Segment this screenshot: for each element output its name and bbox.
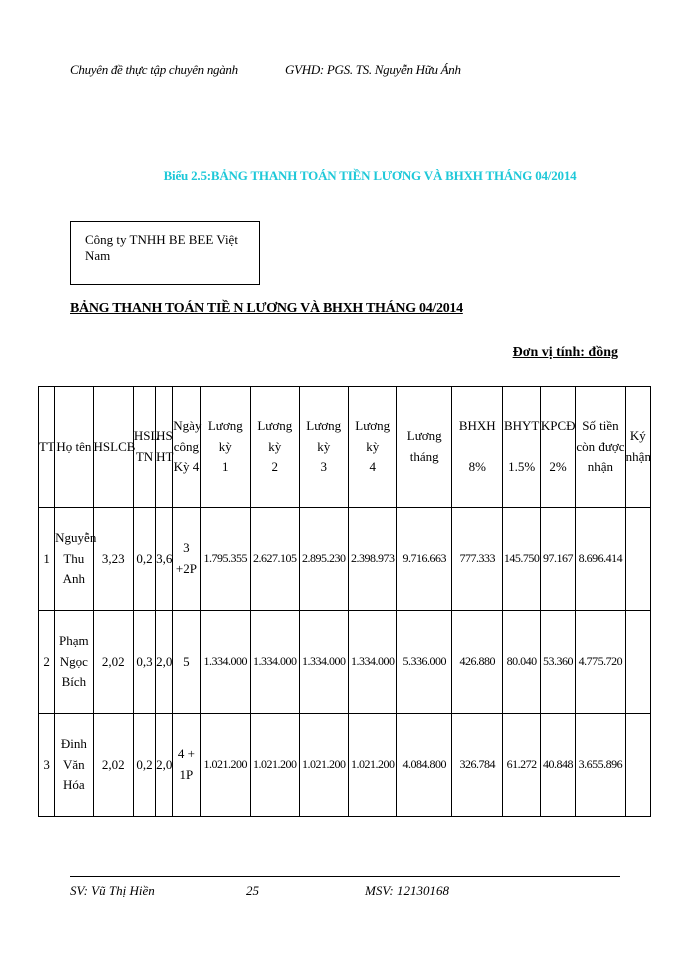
page-header xyxy=(70,62,461,78)
row-index: 1 xyxy=(39,508,55,611)
column-header: BHYT 1.5% xyxy=(503,387,540,508)
cell-net-amount: 3.655.896 xyxy=(576,714,625,817)
cell-workdays: 4 + 1P xyxy=(173,714,200,817)
employee-name: Nguyễn Thu Anh xyxy=(55,508,93,611)
cell-kpcd: 40.848 xyxy=(540,714,575,817)
header-topic: Chuyên đề thực tập chuyên ngành xyxy=(70,62,238,77)
cell-bhyt: 145.750 xyxy=(503,508,540,611)
company-name: Công ty TNHH BE BEE Việt Nam xyxy=(85,232,238,263)
cell-signature xyxy=(625,508,650,611)
payroll-table xyxy=(38,386,651,817)
cell-salary-period-3: 1.021.200 xyxy=(299,714,348,817)
cell-salary-period-1: 1.795.355 xyxy=(200,508,250,611)
column-header: Lương kỳ 2 xyxy=(251,387,299,508)
footer-student: SV: Vũ Thị Hiền xyxy=(70,883,155,898)
cell-net-amount: 8.696.414 xyxy=(576,508,625,611)
footer-student-id: MSV: 12130168 xyxy=(365,883,450,898)
unit-label: Đơn vị tính: đồng xyxy=(512,345,618,360)
table-title: BẢNG THANH TOÁN TIỀ N LƯƠNG VÀ BHXH THÁNG 04/2014 xyxy=(70,301,463,316)
column-header: Họ tên xyxy=(55,387,93,508)
column-header: Ngày công Kỳ 4 xyxy=(173,387,200,508)
cell-bhxh: 777.333 xyxy=(451,508,503,611)
cell-salary-period-4: 2.398.973 xyxy=(348,508,396,611)
table-row xyxy=(39,611,651,714)
cell-workdays: 3 +2P xyxy=(173,508,200,611)
cell-salary-period-2: 1.021.200 xyxy=(251,714,299,817)
cell-bhxh: 426.880 xyxy=(451,611,503,714)
cell-salary-period-4: 1.021.200 xyxy=(348,714,396,817)
cell-monthly-salary: 9.716.663 xyxy=(397,508,452,611)
cell-hslcb: 3,23 xyxy=(93,508,133,611)
cell-bhyt: 80.040 xyxy=(503,611,540,714)
cell-hsltn: 0,2 xyxy=(133,714,155,817)
cell-signature xyxy=(625,714,650,817)
cell-bhyt: 61.272 xyxy=(503,714,540,817)
cell-hsht: 3,6 xyxy=(156,508,173,611)
page-number: 25 xyxy=(246,883,259,898)
row-index: 2 xyxy=(39,611,55,714)
cell-hsltn: 0,3 xyxy=(133,611,155,714)
cell-signature xyxy=(625,611,650,714)
cell-salary-period-3: 1.334.000 xyxy=(299,611,348,714)
cell-workdays: 5 xyxy=(173,611,200,714)
cell-bhxh: 326.784 xyxy=(451,714,503,817)
document-title: Biểu 2.5:BẢNG THANH TOÁN TIỀN LƯƠNG VÀ BHXH THÁNG 04/2014 xyxy=(163,168,577,183)
table-header-row xyxy=(39,387,651,508)
column-header: Số tiền còn được nhận xyxy=(576,387,625,508)
cell-salary-period-1: 1.334.000 xyxy=(200,611,250,714)
cell-hsht: 2,0 xyxy=(156,714,173,817)
cell-net-amount: 4.775.720 xyxy=(576,611,625,714)
cell-kpcd: 97.167 xyxy=(540,508,575,611)
cell-monthly-salary: 4.084.800 xyxy=(397,714,452,817)
column-header: KPCĐ 2% xyxy=(540,387,575,508)
cell-kpcd: 53.360 xyxy=(540,611,575,714)
column-header: Lương kỳ 3 xyxy=(299,387,348,508)
row-index: 3 xyxy=(39,714,55,817)
column-header: Lương tháng xyxy=(397,387,452,508)
cell-hslcb: 2,02 xyxy=(93,611,133,714)
column-header: HSL TN xyxy=(133,387,155,508)
cell-salary-period-1: 1.021.200 xyxy=(200,714,250,817)
cell-salary-period-2: 1.334.000 xyxy=(251,611,299,714)
column-header: TT xyxy=(39,387,55,508)
footer-rule xyxy=(70,876,620,877)
column-header: Lương kỳ 4 xyxy=(348,387,396,508)
cell-salary-period-4: 1.334.000 xyxy=(348,611,396,714)
column-header: HS HT xyxy=(156,387,173,508)
column-header: BHXH 8% xyxy=(451,387,503,508)
cell-monthly-salary: 5.336.000 xyxy=(397,611,452,714)
column-header: Ký nhận xyxy=(625,387,650,508)
header-advisor: GVHD: PGS. TS. Nguyễn Hữu Ánh xyxy=(285,62,461,77)
table-row xyxy=(39,508,651,611)
cell-hsht: 2,0 xyxy=(156,611,173,714)
table-row xyxy=(39,714,651,817)
employee-name: Đinh Văn Hóa xyxy=(55,714,93,817)
column-header: HSLCB xyxy=(93,387,133,508)
company-box xyxy=(70,221,260,285)
cell-salary-period-3: 2.895.230 xyxy=(299,508,348,611)
cell-hsltn: 0,2 xyxy=(133,508,155,611)
cell-salary-period-2: 2.627.105 xyxy=(251,508,299,611)
column-header: Lương kỳ 1 xyxy=(200,387,250,508)
employee-name: Phạm Ngọc Bích xyxy=(55,611,93,714)
cell-hslcb: 2,02 xyxy=(93,714,133,817)
